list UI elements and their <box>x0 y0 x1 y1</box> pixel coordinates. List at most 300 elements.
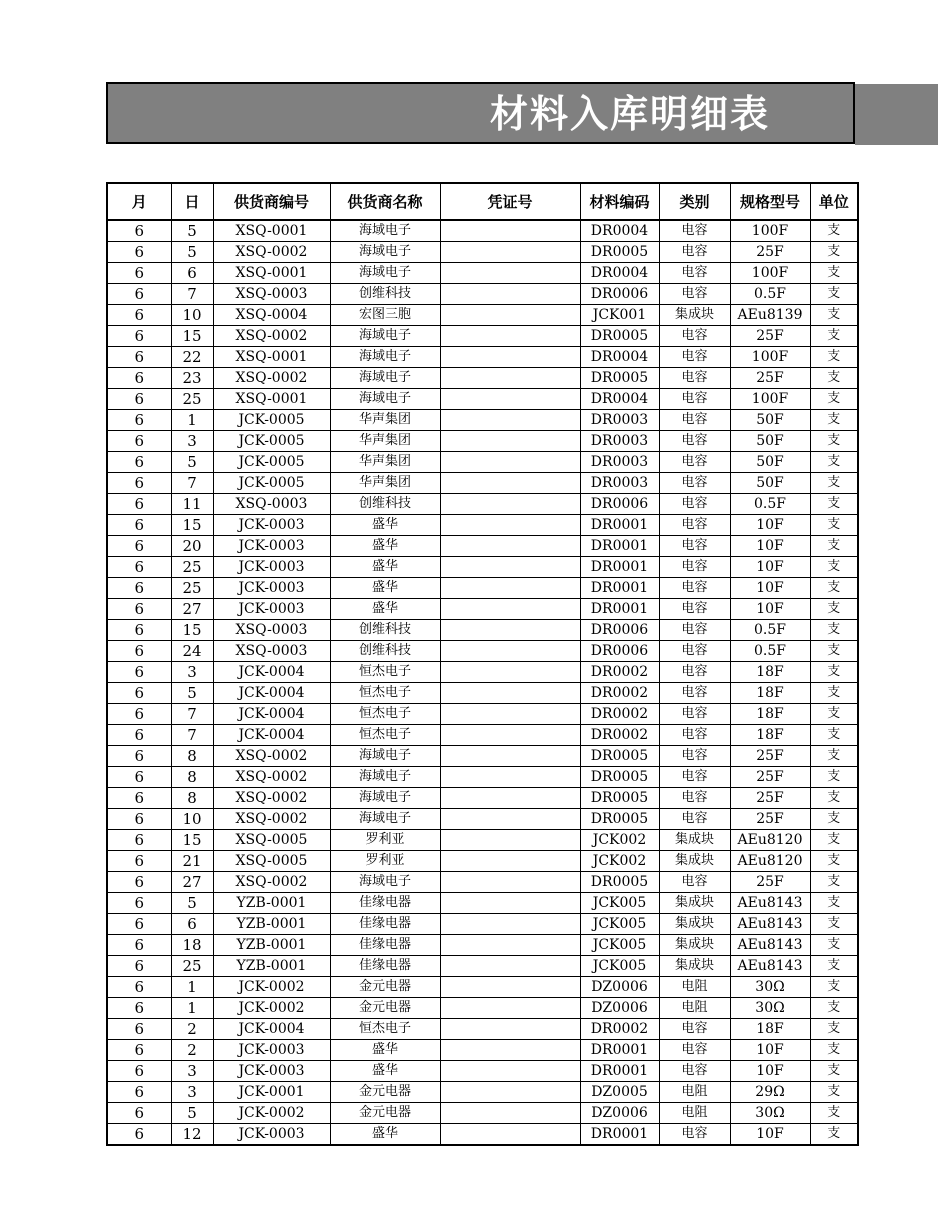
cell-material-code: DR0003 <box>580 452 659 473</box>
cell-supplier-name: 海域电子 <box>330 872 440 893</box>
cell-unit: 支 <box>810 704 858 725</box>
table-row <box>107 305 858 326</box>
table-row <box>107 578 858 599</box>
cell-voucher-no <box>440 851 580 872</box>
cell-category: 电容 <box>659 746 730 767</box>
cell-supplier-name: 海域电子 <box>330 809 440 830</box>
cell-supplier-name: 海域电子 <box>330 242 440 263</box>
cell-voucher-no <box>440 473 580 494</box>
cell-spec-model: 100F <box>730 263 810 284</box>
header-voucher-no: 凭证号 <box>440 183 580 220</box>
cell-spec-model: 10F <box>730 599 810 620</box>
cell-day: 25 <box>171 578 213 599</box>
cell-supplier-id: JCK-0003 <box>213 557 330 578</box>
cell-material-code: JCK005 <box>580 956 659 977</box>
cell-spec-model: AEu8143 <box>730 956 810 977</box>
table-row <box>107 263 858 284</box>
cell-spec-model: AEu8120 <box>730 851 810 872</box>
cell-material-code: DR0003 <box>580 473 659 494</box>
cell-supplier-id: JCK-0004 <box>213 662 330 683</box>
cell-day: 15 <box>171 326 213 347</box>
cell-day: 1 <box>171 977 213 998</box>
cell-spec-model: AEu8143 <box>730 914 810 935</box>
cell-spec-model: 29Ω <box>730 1082 810 1103</box>
cell-voucher-no <box>440 494 580 515</box>
cell-spec-model: 25F <box>730 368 810 389</box>
cell-day: 5 <box>171 242 213 263</box>
cell-supplier-name: 盛华 <box>330 1061 440 1082</box>
cell-day: 22 <box>171 347 213 368</box>
cell-voucher-no <box>440 452 580 473</box>
cell-supplier-name: 海域电子 <box>330 368 440 389</box>
cell-category: 集成块 <box>659 830 730 851</box>
cell-month: 6 <box>107 557 171 578</box>
table-row <box>107 704 858 725</box>
cell-unit: 支 <box>810 494 858 515</box>
cell-spec-model: 18F <box>730 662 810 683</box>
cell-supplier-id: JCK-0001 <box>213 1082 330 1103</box>
cell-material-code: DR0003 <box>580 431 659 452</box>
cell-supplier-id: JCK-0002 <box>213 998 330 1019</box>
cell-supplier-name: 盛华 <box>330 599 440 620</box>
table-body <box>107 220 858 1145</box>
page-title: 材料入库明细表 <box>490 91 771 136</box>
cell-day: 10 <box>171 809 213 830</box>
cell-spec-model: 100F <box>730 347 810 368</box>
cell-month: 6 <box>107 326 171 347</box>
cell-supplier-name: 海域电子 <box>330 326 440 347</box>
cell-supplier-id: XSQ-0003 <box>213 620 330 641</box>
cell-category: 电容 <box>659 599 730 620</box>
cell-supplier-id: XSQ-0001 <box>213 347 330 368</box>
cell-spec-model: 10F <box>730 1061 810 1082</box>
table-row <box>107 473 858 494</box>
cell-supplier-id: JCK-0004 <box>213 1019 330 1040</box>
cell-month: 6 <box>107 599 171 620</box>
cell-supplier-id: JCK-0002 <box>213 977 330 998</box>
cell-unit: 支 <box>810 263 858 284</box>
cell-unit: 支 <box>810 242 858 263</box>
cell-material-code: DR0001 <box>580 599 659 620</box>
cell-day: 7 <box>171 704 213 725</box>
cell-month: 6 <box>107 809 171 830</box>
cell-day: 21 <box>171 851 213 872</box>
cell-day: 1 <box>171 998 213 1019</box>
table-row <box>107 788 858 809</box>
cell-material-code: DR0004 <box>580 389 659 410</box>
cell-category: 电容 <box>659 641 730 662</box>
cell-supplier-name: 华声集团 <box>330 410 440 431</box>
cell-spec-model: 10F <box>730 578 810 599</box>
cell-month: 6 <box>107 893 171 914</box>
cell-voucher-no <box>440 431 580 452</box>
cell-category: 电容 <box>659 368 730 389</box>
cell-unit: 支 <box>810 284 858 305</box>
cell-supplier-id: XSQ-0005 <box>213 830 330 851</box>
header-material-code: 材料编码 <box>580 183 659 220</box>
cell-unit: 支 <box>810 347 858 368</box>
cell-supplier-name: 海域电子 <box>330 788 440 809</box>
cell-spec-model: 50F <box>730 473 810 494</box>
cell-category: 集成块 <box>659 956 730 977</box>
cell-day: 18 <box>171 935 213 956</box>
cell-supplier-name: 盛华 <box>330 1040 440 1061</box>
cell-voucher-no <box>440 1124 580 1146</box>
cell-unit: 支 <box>810 578 858 599</box>
cell-month: 6 <box>107 494 171 515</box>
cell-supplier-name: 盛华 <box>330 578 440 599</box>
table-row <box>107 830 858 851</box>
cell-month: 6 <box>107 515 171 536</box>
cell-month: 6 <box>107 935 171 956</box>
cell-month: 6 <box>107 1124 171 1146</box>
cell-month: 6 <box>107 620 171 641</box>
cell-unit: 支 <box>810 956 858 977</box>
cell-day: 7 <box>171 284 213 305</box>
cell-unit: 支 <box>810 220 858 242</box>
cell-unit: 支 <box>810 431 858 452</box>
cell-spec-model: 0.5F <box>730 641 810 662</box>
cell-spec-model: 25F <box>730 746 810 767</box>
table-header-row <box>107 183 858 220</box>
cell-spec-model: AEu8120 <box>730 830 810 851</box>
cell-unit: 支 <box>810 662 858 683</box>
cell-supplier-id: JCK-0003 <box>213 1061 330 1082</box>
cell-material-code: DR0002 <box>580 725 659 746</box>
cell-supplier-id: JCK-0005 <box>213 431 330 452</box>
cell-material-code: DR0002 <box>580 683 659 704</box>
cell-day: 6 <box>171 914 213 935</box>
cell-spec-model: AEu8143 <box>730 893 810 914</box>
cell-supplier-id: XSQ-0004 <box>213 305 330 326</box>
cell-spec-model: 50F <box>730 431 810 452</box>
cell-unit: 支 <box>810 410 858 431</box>
table-row <box>107 893 858 914</box>
cell-unit: 支 <box>810 893 858 914</box>
cell-month: 6 <box>107 1103 171 1124</box>
cell-material-code: DR0005 <box>580 746 659 767</box>
cell-category: 电容 <box>659 557 730 578</box>
cell-month: 6 <box>107 914 171 935</box>
cell-voucher-no <box>440 830 580 851</box>
cell-unit: 支 <box>810 389 858 410</box>
cell-month: 6 <box>107 851 171 872</box>
cell-category: 电容 <box>659 284 730 305</box>
cell-material-code: DR0004 <box>580 263 659 284</box>
table-row <box>107 809 858 830</box>
cell-unit: 支 <box>810 788 858 809</box>
cell-day: 27 <box>171 872 213 893</box>
cell-month: 6 <box>107 389 171 410</box>
cell-unit: 支 <box>810 914 858 935</box>
cell-category: 电容 <box>659 1040 730 1061</box>
cell-supplier-name: 创维科技 <box>330 494 440 515</box>
cell-supplier-id: JCK-0004 <box>213 683 330 704</box>
cell-day: 1 <box>171 410 213 431</box>
cell-supplier-name: 盛华 <box>330 536 440 557</box>
cell-voucher-no <box>440 872 580 893</box>
cell-day: 20 <box>171 536 213 557</box>
cell-material-code: DR0004 <box>580 220 659 242</box>
cell-supplier-name: 盛华 <box>330 557 440 578</box>
table-row <box>107 914 858 935</box>
cell-month: 6 <box>107 683 171 704</box>
cell-spec-model: 0.5F <box>730 284 810 305</box>
cell-day: 8 <box>171 788 213 809</box>
table-row <box>107 1103 858 1124</box>
cell-month: 6 <box>107 536 171 557</box>
cell-unit: 支 <box>810 725 858 746</box>
cell-material-code: DR0001 <box>580 578 659 599</box>
cell-supplier-id: JCK-0004 <box>213 704 330 725</box>
table-row <box>107 1082 858 1103</box>
cell-unit: 支 <box>810 851 858 872</box>
cell-category: 电容 <box>659 410 730 431</box>
cell-supplier-name: 佳缘电器 <box>330 914 440 935</box>
cell-spec-model: 25F <box>730 788 810 809</box>
cell-spec-model: 100F <box>730 220 810 242</box>
cell-voucher-no <box>440 410 580 431</box>
cell-day: 15 <box>171 515 213 536</box>
cell-month: 6 <box>107 305 171 326</box>
cell-unit: 支 <box>810 1061 858 1082</box>
table-row <box>107 746 858 767</box>
table-row <box>107 220 858 242</box>
cell-supplier-name: 创维科技 <box>330 641 440 662</box>
cell-supplier-name: 海域电子 <box>330 746 440 767</box>
header-supplier-id: 供货商编号 <box>213 183 330 220</box>
cell-material-code: DR0005 <box>580 368 659 389</box>
cell-spec-model: 50F <box>730 452 810 473</box>
cell-supplier-id: YZB-0001 <box>213 893 330 914</box>
header-spec-model: 规格型号 <box>730 183 810 220</box>
cell-voucher-no <box>440 788 580 809</box>
cell-supplier-id: XSQ-0002 <box>213 368 330 389</box>
cell-unit: 支 <box>810 683 858 704</box>
cell-day: 27 <box>171 599 213 620</box>
cell-category: 电容 <box>659 326 730 347</box>
cell-voucher-no <box>440 578 580 599</box>
cell-voucher-no <box>440 220 580 242</box>
cell-supplier-id: JCK-0003 <box>213 515 330 536</box>
cell-unit: 支 <box>810 746 858 767</box>
cell-supplier-name: 华声集团 <box>330 431 440 452</box>
cell-spec-model: 0.5F <box>730 620 810 641</box>
cell-spec-model: 25F <box>730 242 810 263</box>
cell-spec-model: 18F <box>730 704 810 725</box>
cell-category: 电容 <box>659 452 730 473</box>
cell-day: 3 <box>171 1082 213 1103</box>
cell-spec-model: 10F <box>730 1124 810 1146</box>
cell-material-code: DR0002 <box>580 1019 659 1040</box>
cell-month: 6 <box>107 725 171 746</box>
cell-supplier-name: 华声集团 <box>330 452 440 473</box>
cell-unit: 支 <box>810 515 858 536</box>
cell-spec-model: 10F <box>730 557 810 578</box>
cell-day: 25 <box>171 557 213 578</box>
cell-supplier-id: XSQ-0003 <box>213 494 330 515</box>
cell-unit: 支 <box>810 935 858 956</box>
cell-supplier-name: 华声集团 <box>330 473 440 494</box>
cell-month: 6 <box>107 830 171 851</box>
cell-material-code: DR0001 <box>580 515 659 536</box>
cell-voucher-no <box>440 683 580 704</box>
cell-material-code: DR0006 <box>580 641 659 662</box>
table-row <box>107 662 858 683</box>
cell-supplier-id: JCK-0003 <box>213 1040 330 1061</box>
cell-supplier-name: 佳缘电器 <box>330 935 440 956</box>
cell-supplier-name: 罗利亚 <box>330 830 440 851</box>
cell-supplier-id: JCK-0005 <box>213 452 330 473</box>
cell-material-code: DR0001 <box>580 1061 659 1082</box>
cell-voucher-no <box>440 914 580 935</box>
table-row <box>107 389 858 410</box>
cell-day: 2 <box>171 1040 213 1061</box>
cell-category: 电容 <box>659 788 730 809</box>
table-row <box>107 1061 858 1082</box>
cell-day: 3 <box>171 431 213 452</box>
cell-category: 电阻 <box>659 1082 730 1103</box>
table-row <box>107 851 858 872</box>
cell-day: 5 <box>171 683 213 704</box>
cell-material-code: DZ0006 <box>580 1103 659 1124</box>
cell-supplier-name: 罗利亚 <box>330 851 440 872</box>
cell-supplier-name: 海域电子 <box>330 347 440 368</box>
cell-unit: 支 <box>810 1124 858 1146</box>
cell-supplier-name: 金元电器 <box>330 977 440 998</box>
cell-voucher-no <box>440 935 580 956</box>
table-row <box>107 431 858 452</box>
cell-material-code: DR0005 <box>580 326 659 347</box>
cell-month: 6 <box>107 704 171 725</box>
cell-supplier-id: YZB-0001 <box>213 935 330 956</box>
title-banner-extension <box>855 84 938 145</box>
cell-unit: 支 <box>810 473 858 494</box>
cell-voucher-no <box>440 515 580 536</box>
cell-unit: 支 <box>810 872 858 893</box>
cell-category: 电容 <box>659 242 730 263</box>
table-row <box>107 599 858 620</box>
cell-voucher-no <box>440 305 580 326</box>
cell-supplier-id: YZB-0001 <box>213 956 330 977</box>
cell-supplier-name: 金元电器 <box>330 1103 440 1124</box>
cell-day: 5 <box>171 1103 213 1124</box>
cell-month: 6 <box>107 977 171 998</box>
cell-category: 电容 <box>659 683 730 704</box>
cell-unit: 支 <box>810 1103 858 1124</box>
cell-material-code: JCK005 <box>580 893 659 914</box>
cell-voucher-no <box>440 389 580 410</box>
cell-voucher-no <box>440 284 580 305</box>
header-supplier-name: 供货商名称 <box>330 183 440 220</box>
cell-month: 6 <box>107 1040 171 1061</box>
cell-material-code: JCK005 <box>580 935 659 956</box>
cell-material-code: DR0006 <box>580 620 659 641</box>
cell-day: 25 <box>171 956 213 977</box>
cell-month: 6 <box>107 956 171 977</box>
cell-material-code: DR0005 <box>580 872 659 893</box>
table-row <box>107 956 858 977</box>
cell-supplier-id: XSQ-0002 <box>213 809 330 830</box>
cell-day: 25 <box>171 389 213 410</box>
cell-material-code: DR0002 <box>580 662 659 683</box>
table-row <box>107 515 858 536</box>
table-row <box>107 725 858 746</box>
cell-month: 6 <box>107 767 171 788</box>
cell-supplier-id: XSQ-0003 <box>213 284 330 305</box>
cell-category: 电容 <box>659 1124 730 1146</box>
cell-material-code: DZ0005 <box>580 1082 659 1103</box>
cell-category: 电容 <box>659 473 730 494</box>
cell-month: 6 <box>107 368 171 389</box>
cell-supplier-id: JCK-0004 <box>213 725 330 746</box>
cell-category: 集成块 <box>659 935 730 956</box>
cell-supplier-name: 海域电子 <box>330 263 440 284</box>
header-day: 日 <box>171 183 213 220</box>
cell-day: 2 <box>171 1019 213 1040</box>
cell-spec-model: 18F <box>730 725 810 746</box>
cell-category: 电容 <box>659 725 730 746</box>
cell-voucher-no <box>440 1019 580 1040</box>
cell-month: 6 <box>107 872 171 893</box>
cell-supplier-id: XSQ-0002 <box>213 326 330 347</box>
cell-material-code: JCK002 <box>580 830 659 851</box>
cell-month: 6 <box>107 347 171 368</box>
cell-month: 6 <box>107 431 171 452</box>
material-receipt-table <box>106 182 859 1146</box>
cell-category: 电阻 <box>659 977 730 998</box>
cell-supplier-name: 恒杰电子 <box>330 725 440 746</box>
cell-day: 6 <box>171 263 213 284</box>
cell-category: 电容 <box>659 809 730 830</box>
cell-day: 8 <box>171 767 213 788</box>
cell-month: 6 <box>107 662 171 683</box>
table-row <box>107 326 858 347</box>
cell-unit: 支 <box>810 536 858 557</box>
cell-unit: 支 <box>810 641 858 662</box>
cell-material-code: DZ0006 <box>580 977 659 998</box>
header-month: 月 <box>107 183 171 220</box>
cell-category: 电容 <box>659 515 730 536</box>
cell-unit: 支 <box>810 557 858 578</box>
cell-spec-model: 18F <box>730 683 810 704</box>
cell-unit: 支 <box>810 998 858 1019</box>
table-row <box>107 1019 858 1040</box>
cell-unit: 支 <box>810 452 858 473</box>
cell-supplier-id: XSQ-0001 <box>213 220 330 242</box>
cell-day: 15 <box>171 830 213 851</box>
cell-category: 电容 <box>659 620 730 641</box>
cell-material-code: DR0005 <box>580 767 659 788</box>
cell-voucher-no <box>440 998 580 1019</box>
cell-supplier-id: XSQ-0002 <box>213 746 330 767</box>
cell-unit: 支 <box>810 599 858 620</box>
cell-supplier-id: JCK-0002 <box>213 1103 330 1124</box>
cell-category: 电容 <box>659 494 730 515</box>
cell-day: 12 <box>171 1124 213 1146</box>
cell-voucher-no <box>440 809 580 830</box>
cell-supplier-name: 佳缘电器 <box>330 956 440 977</box>
cell-supplier-name: 盛华 <box>330 515 440 536</box>
cell-month: 6 <box>107 1061 171 1082</box>
table-row <box>107 872 858 893</box>
cell-month: 6 <box>107 452 171 473</box>
table-row <box>107 242 858 263</box>
table-row <box>107 452 858 473</box>
cell-supplier-id: YZB-0001 <box>213 914 330 935</box>
cell-supplier-id: JCK-0003 <box>213 578 330 599</box>
cell-category: 电容 <box>659 347 730 368</box>
